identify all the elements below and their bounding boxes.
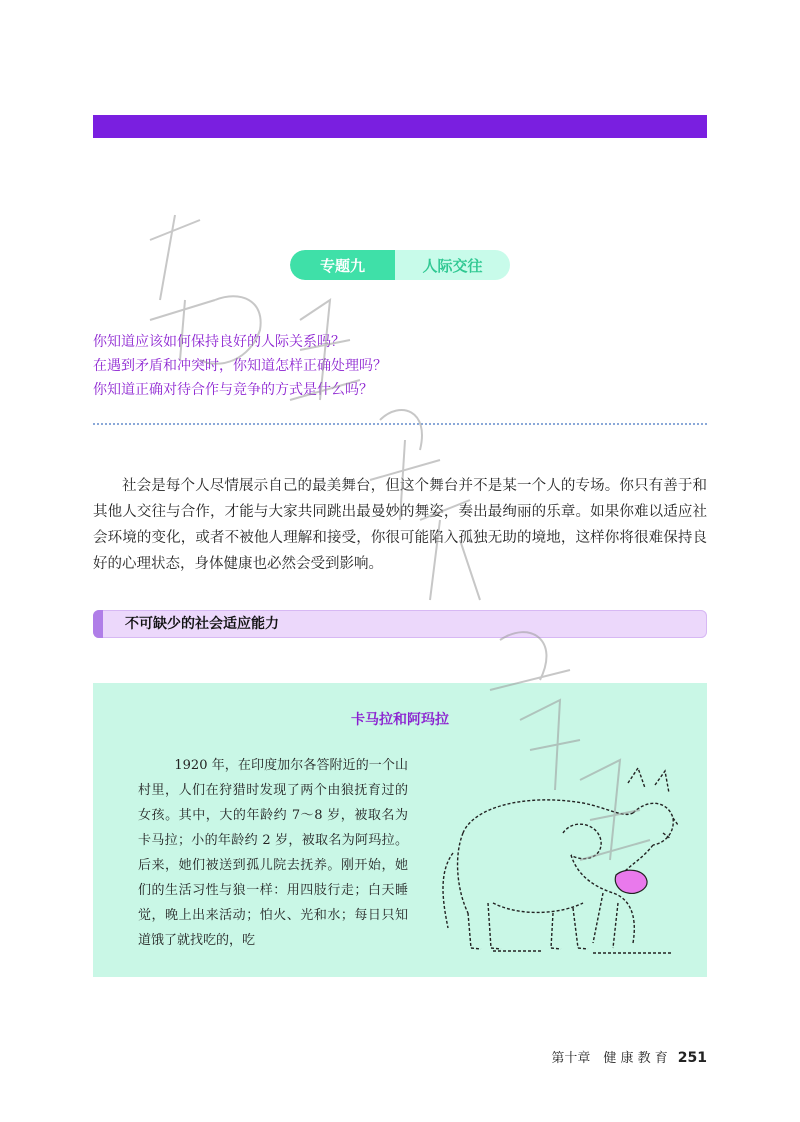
question-item: 你知道正确对待合作与竞争的方式是什么吗？ (93, 382, 373, 398)
watermark-text: 华东师范大学出版社 (0, 0, 9, 1)
topic-badge (290, 250, 510, 280)
child-clothing-patch (615, 870, 647, 893)
topic-number: 专题九 (290, 250, 395, 280)
page-number: 251 (677, 1050, 707, 1066)
story-box (93, 683, 707, 977)
top-color-bar (93, 115, 707, 138)
topic-name: 人际交往 (395, 250, 510, 280)
section-title: 不可缺少的社会适应能力 (125, 616, 279, 632)
chapter-label: 第十章 健 康 教 育 (551, 1051, 668, 1066)
section-heading-bar (93, 610, 707, 638)
intro-paragraph: 社会是每个人尽情展示自己的最美舞台，但这个舞台并不是某一个人的专场。你只有善于和其他人交往与合作，才能与大家共同跳出最曼妙的舞姿，奏出最绚丽的乐章。如果你难以适应社会环境的变化，或者不被他人理解和接受，你很可能陷入孤独无助的境地，这样你将很难保持良好的心理状态，身体健康也必然会受到影响。 (93, 478, 707, 572)
guiding-questions (93, 330, 707, 402)
page-footer (551, 1047, 707, 1066)
dotted-divider (93, 423, 707, 425)
question-item: 你知道应该如何保持良好的人际关系吗？ (93, 334, 345, 350)
wolf-illustration (433, 763, 678, 963)
story-title: 卡马拉和阿玛拉 (351, 712, 449, 728)
question-item: 在遇到矛盾和冲突时，你知道怎样正确处理吗？ (93, 358, 387, 374)
story-text: 1920 年，在印度加尔各答附近的一个山村里，人们在狩猎时发现了两个由狼抚育过的女孩。其中，大的年龄约 7～8 岁，被取名为卡马拉；小的年龄约 2 岁，被取名为阿玛拉。后来，她们被送到孤儿院去抚养。刚开始，她们的生活习性与狼一样：用四肢行走；白天睡觉，晚上出来活动；怕火、光和水；每日只知道饿了就找吃的，吃 (138, 758, 408, 948)
section-accent (93, 610, 103, 638)
